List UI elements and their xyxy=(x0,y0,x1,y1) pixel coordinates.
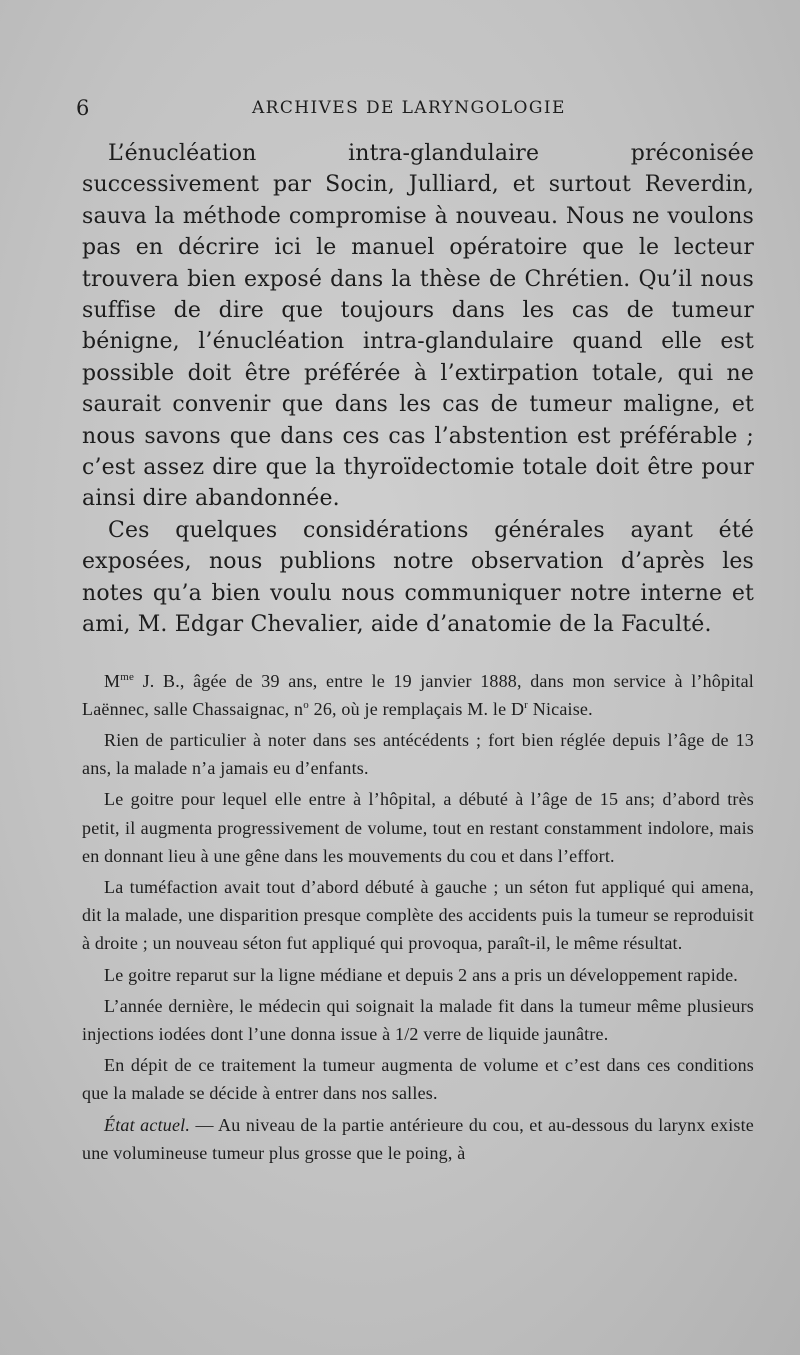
page-number: 6 xyxy=(76,96,90,120)
observation-paragraph: Le goitre pour lequel elle entre à l’hôpital, a débuté à l’âge de 15 ans; d’abord très petit, il augmenta progressivement de volume, tout en restant constamment indolore, mais en donnant lieu à une gêne dans les mouvements du cou et dans l’effort. xyxy=(82,789,754,866)
observation-paragraph: L’année dernière, le médecin qui soignait la malade fit dans la tumeur même plusieurs injections iodées dont l’une donna issue à 1/2 verre de liquide jaunâtre. xyxy=(82,995,754,1044)
intro-paragraph: L’énucléation intra-glandulaire préconisée successivement par Socin, Julliard, et surtout Reverdin, sauva la méthode compromise à nouveau. Nous ne voulons pas en décrire ici le manuel opératoire que le lecteur trouvera bien exposé dans la thèse de Chrétien. Qu’il nous suffise de dire que toujours dans les cas de tumeur bénigne, l’énucléation intra-glandulaire quand elle est possible doit être préférée à l’extirpation totale, qui ne saurait convenir que dans les cas de tumeur maligne, et nous savons que dans ces cas l’abstention est préférable ; c’est assez dire que la thyroïdectomie totale doit être pour ainsi dire abandonnée. xyxy=(82,141,754,512)
running-title: ARCHIVES DE LARYNGOLOGIE xyxy=(252,98,566,118)
superscript: o xyxy=(303,698,309,711)
superscript: me xyxy=(120,670,135,683)
intro-paragraph: Ces quelques considérations générales ayant été exposées, nous publions notre observation d’après les notes qu’a bien voulu nous communiquer notre interne et ami, M. Edgar Chevalier, aide d’anatomie de la Faculté. xyxy=(82,517,754,638)
superscript: r xyxy=(524,698,529,711)
text-span: Nicaise. xyxy=(528,698,593,719)
body-text xyxy=(82,138,754,1170)
text-span: J. B., âgée de 39 ans, entre le 19 janvier 1888, dans mon service à l’hôpital Laënnec, salle Chassaignac, n xyxy=(82,670,754,719)
section-label: État actuel. xyxy=(104,1114,191,1135)
observation-paragraph: La tuméfaction avait tout d’abord débuté à gauche ; un séton fut appliqué qui amena, dit la malade, une disparition presque complète des accidents puis la tumeur se reproduisit à droite ; un nouveau séton fut appliqué qui provoqua, paraît-il, le même résultat. xyxy=(82,876,754,954)
text-span: — Au niveau de la partie antérieure du cou, et au-dessous du larynx existe une volumineuse tumeur plus grosse que le poing, à xyxy=(82,1114,754,1163)
observation-paragraph xyxy=(82,1111,754,1167)
observation-paragraph: Rien de particulier à noter dans ses antécédents ; fort bien réglée depuis l’âge de 13 ans, la malade n’a jamais eu d’enfants. xyxy=(82,729,754,779)
observation-section xyxy=(82,667,754,1167)
observation-paragraph: En dépit de ce traitement la tumeur augmenta de volume et c’est dans ces conditions que la malade se décide à entrer dans nos salles. xyxy=(82,1055,754,1104)
page-header xyxy=(76,96,760,126)
text-span: 26, où je remplaçais M. le D xyxy=(308,698,525,719)
intro-section xyxy=(82,138,754,641)
text-span: M xyxy=(104,670,121,691)
observation-paragraph: Le goitre reparut sur la ligne médiane et depuis 2 ans a pris un développement rapide. xyxy=(104,964,738,985)
observation-paragraph xyxy=(82,667,754,723)
